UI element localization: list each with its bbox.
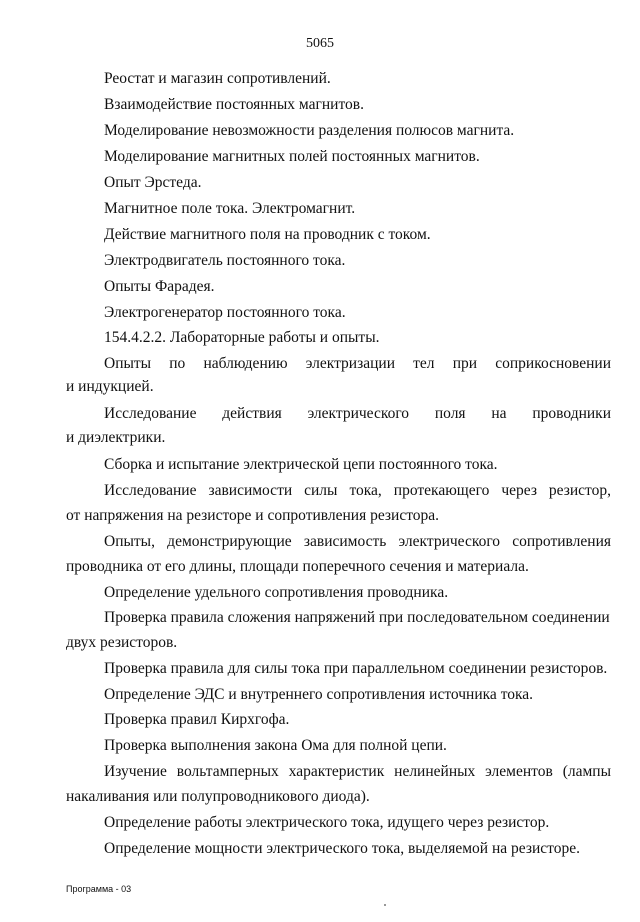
section-heading: 154.4.2.2. Лабораторные работы и опыты.: [104, 329, 380, 346]
text-line: Исследование зависимости силы тока, протекающего через резистор,: [104, 482, 611, 499]
text-line: Проверка выполнения закона Ома для полной цепи.: [104, 737, 447, 754]
text-line: Опыты, демонстрирующие зависимость электрического сопротивления: [104, 533, 611, 550]
text-line: Электрогенератор постоянного тока.: [104, 304, 346, 321]
text-line: Изучение вольтамперных характеристик нелинейных элементов (лампы: [104, 763, 611, 780]
text-line: Взаимодействие постоянных магнитов.: [104, 96, 364, 113]
footer-label: Программа - 03: [66, 884, 132, 894]
text-line: Действие магнитного поля на проводник с током.: [104, 226, 431, 243]
text-line: Магнитное поле тока. Электромагнит.: [104, 200, 356, 217]
text-line: Определение удельного сопротивления проводника.: [104, 584, 449, 601]
text-line: Проверка правил Кирхгофа.: [104, 711, 290, 728]
text-line: Реостат и магазин сопротивлений.: [104, 70, 331, 87]
text-line: Опыт Эрстеда.: [104, 174, 202, 191]
scan-speck: [384, 904, 386, 906]
text-line: накаливания или полупроводникового диода).: [66, 788, 370, 805]
text-line: Опыты по наблюдению электризации тел при соприкосновении: [104, 355, 611, 372]
text-line: и диэлектрики.: [66, 429, 166, 446]
text-line: Определение мощности электрического тока, выделяемой на резисторе.: [104, 840, 580, 857]
text-line: Определение ЭДС и внутреннего сопротивления источника тока.: [104, 686, 534, 703]
text-line: Моделирование магнитных полей постоянных магнитов.: [104, 148, 480, 165]
text-line: от напряжения на резисторе и сопротивления резистора.: [66, 507, 440, 524]
text-line: двух резисторов.: [66, 634, 178, 651]
text-line: Опыты Фарадея.: [104, 278, 215, 295]
text-line: Моделирование невозможности разделения полюсов магнита.: [104, 122, 515, 139]
text-line: Проверка правила сложения напряжений при последовательном соединении: [104, 609, 610, 626]
page-number: 5065: [306, 36, 334, 51]
text-line: Электродвигатель постоянного тока.: [104, 252, 346, 269]
text-line: Проверка правила для силы тока при параллельном соединении резисторов.: [104, 660, 608, 677]
text-line: Сборка и испытание электрической цепи постоянного тока.: [104, 456, 498, 473]
text-line: Исследование действия электрического поля на проводники: [104, 405, 611, 422]
text-line: Определение работы электрического тока, идущего через резистор.: [104, 814, 550, 831]
text-line: проводника от его длины, площади поперечного сечения и материала.: [66, 558, 529, 575]
text-line: и индукцией.: [66, 378, 154, 395]
